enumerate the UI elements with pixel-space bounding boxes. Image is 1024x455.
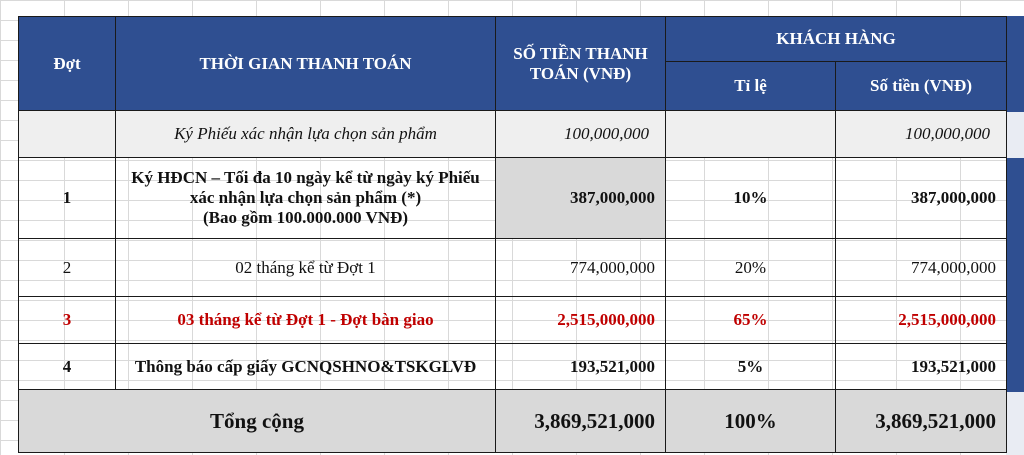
cell-time: 02 tháng kể từ Đợt 1 [116,239,496,297]
cell-amount: 774,000,000 [496,239,666,297]
cell-rate: 20% [666,239,836,297]
cell-time [116,158,496,239]
cell-time: Ký Phiếu xác nhận lựa chọn sản phẩm [116,111,496,158]
cell-rate: 10% [666,158,836,239]
total-rate: 100% [666,390,836,453]
cell-customer-amount: 774,000,000 [836,239,1007,297]
cell-amount: 387,000,000 [496,158,666,239]
cell-dot: 1 [19,158,116,239]
table-row [19,344,1007,390]
header-payment-time: THỜI GIAN THANH TOÁN [116,17,496,111]
table-row [19,158,1007,239]
cell-amount: 100,000,000 [496,111,666,158]
cell-amount: 193,521,000 [496,344,666,390]
adjacent-column-strip [1006,16,1024,455]
cell-time: Thông báo cấp giấy GCNQSHNO&TSKGLVĐ [116,344,496,390]
total-customer-amount: 3,869,521,000 [836,390,1007,453]
cell-dot: 2 [19,239,116,297]
header-customer-amount: Số tiền (VNĐ) [836,62,1007,111]
header-customer-group: KHÁCH HÀNG [666,17,1007,62]
cell-rate: 65% [666,297,836,344]
payment-schedule-table [18,16,1007,453]
table-row [19,297,1007,344]
cell-amount: 2,515,000,000 [496,297,666,344]
cell-dot: 3 [19,297,116,344]
time-line-3: (Bao gồm 100.000.000 VNĐ) [202,208,409,227]
total-amount: 3,869,521,000 [496,390,666,453]
total-label: Tổng cộng [19,390,496,453]
cell-customer-amount: 2,515,000,000 [836,297,1007,344]
header-rate: Tỉ lệ [666,62,836,111]
cell-dot [19,111,116,158]
cell-rate: 5% [666,344,836,390]
cell-customer-amount: 193,521,000 [836,344,1007,390]
total-row [19,390,1007,453]
cell-dot: 4 [19,344,116,390]
cell-rate [666,111,836,158]
cell-customer-amount: 100,000,000 [836,111,1007,158]
time-line-1: Ký HĐCN – Tối đa 10 ngày kể từ ngày ký Phiếu [131,168,480,187]
header-dot: Đợt [19,17,116,111]
table-row [19,239,1007,297]
header-payment-amount: SỐ TIỀN THANH TOÁN (VNĐ) [496,17,666,111]
cell-customer-amount: 387,000,000 [836,158,1007,239]
time-line-2: xác nhận lựa chọn sản phẩm (*) [189,188,422,207]
cell-time: 03 tháng kể từ Đợt 1 - Đợt bàn giao [116,297,496,344]
table-row [19,111,1007,158]
